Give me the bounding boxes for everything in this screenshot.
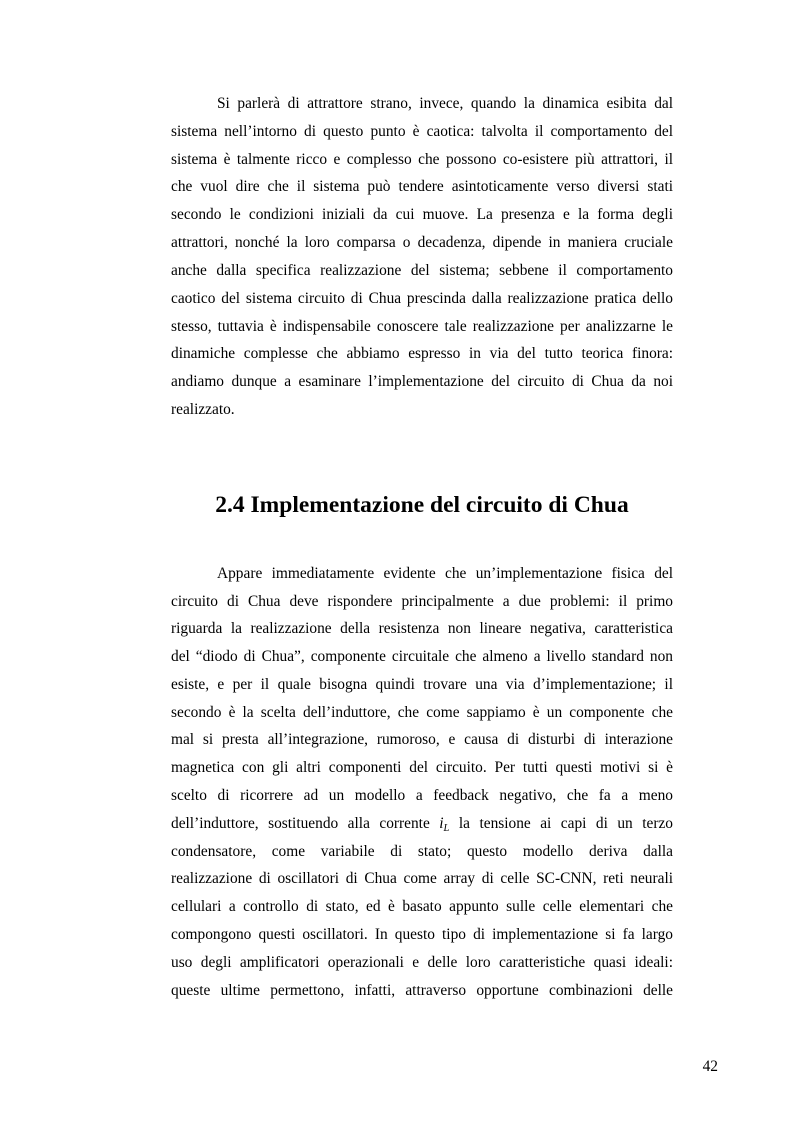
page-number: 42 [702, 1058, 718, 1075]
variable-i: i [439, 815, 444, 832]
text-fragment: dell’induttore, sostituendo alla corrente [171, 815, 430, 832]
text-line: riguarda la realizzazione della resistenza non lineare negativa, caratteristica [171, 620, 673, 637]
text-line: stesso, tuttavia è indispensabile conoscere tale realizzazione per analizzarne le [171, 318, 673, 335]
text-line: secondo le condizioni iniziali da cui muove. La presenza e la forma degli [171, 206, 673, 223]
text-line: che vuol dire che il sistema può tendere asintoticamente verso diversi stati [171, 178, 673, 195]
text-line: secondo è la scelta dell’induttore, che come sappiamo è un componente che [171, 704, 673, 721]
text-line: scelto di ricorrere ad un modello a feedback negativo, che fa a meno [171, 787, 673, 804]
variable-subscript-l: L [443, 823, 450, 834]
text-line: realizzazione di oscillatori di Chua come array di celle SC-CNN, reti neurali [171, 870, 673, 887]
text-line: Si parlerà di attrattore strano, invece, quando la dinamica esibita dal [217, 95, 673, 112]
text-line: uso degli amplificatori operazionali e delle loro caratteristiche quasi ideali: [171, 954, 673, 971]
text-fragment: la tensione ai capi di un terzo [458, 815, 673, 832]
text-line: magnetica con gli altri componenti del circuito. Per tutti questi motivi si è [171, 759, 673, 776]
text-line: del “diodo di Chua”, componente circuitale che almeno a livello standard non [171, 648, 673, 665]
text-line: sistema nell’intorno di questo punto è caotica: talvolta il comportamento del [171, 123, 673, 140]
text-line: condensatore, come variabile di stato; questo modello deriva dalla [171, 843, 673, 860]
text-line: attrattori, nonché la loro comparsa o decadenza, dipende in maniera cruciale [171, 234, 673, 251]
section-heading: 2.4 Implementazione del circuito di Chua [215, 492, 629, 518]
text-line: caotico del sistema circuito di Chua prescinda dalla realizzazione pratica dello [171, 290, 673, 307]
text-line: queste ultime permettono, infatti, attraverso opportune combinazioni delle [171, 982, 673, 999]
text-line: sistema è talmente ricco e complesso che possono co-esistere più attrattori, il [171, 151, 673, 168]
text-line: mal si presta all’integrazione, rumoroso, e causa di disturbi di interazione [171, 731, 673, 748]
text-line: cellulari a controllo di stato, ed è basato appunto sulle celle elementari che [171, 898, 673, 915]
text-line: anche dalla specifica realizzazione del sistema; sebbene il comportamento [171, 262, 673, 279]
text-line: compongono questi oscillatori. In questo tipo di implementazione si fa largo [171, 926, 673, 943]
text-line: andiamo dunque a esaminare l’implementazione del circuito di Chua da noi [171, 373, 673, 390]
text-line: dinamiche complesse che abbiamo espresso in via del tutto teorica finora: [171, 345, 673, 362]
text-line: esiste, e per il quale bisogna quindi trovare una via d’implementazione; il [171, 676, 673, 693]
text-line-current-il [171, 814, 673, 836]
text-line: circuito di Chua deve rispondere principalmente a due problemi: il primo [171, 593, 673, 610]
text-line: realizzato. [171, 401, 235, 418]
text-line: Appare immediatamente evidente che un’implementazione fisica del [217, 565, 673, 582]
